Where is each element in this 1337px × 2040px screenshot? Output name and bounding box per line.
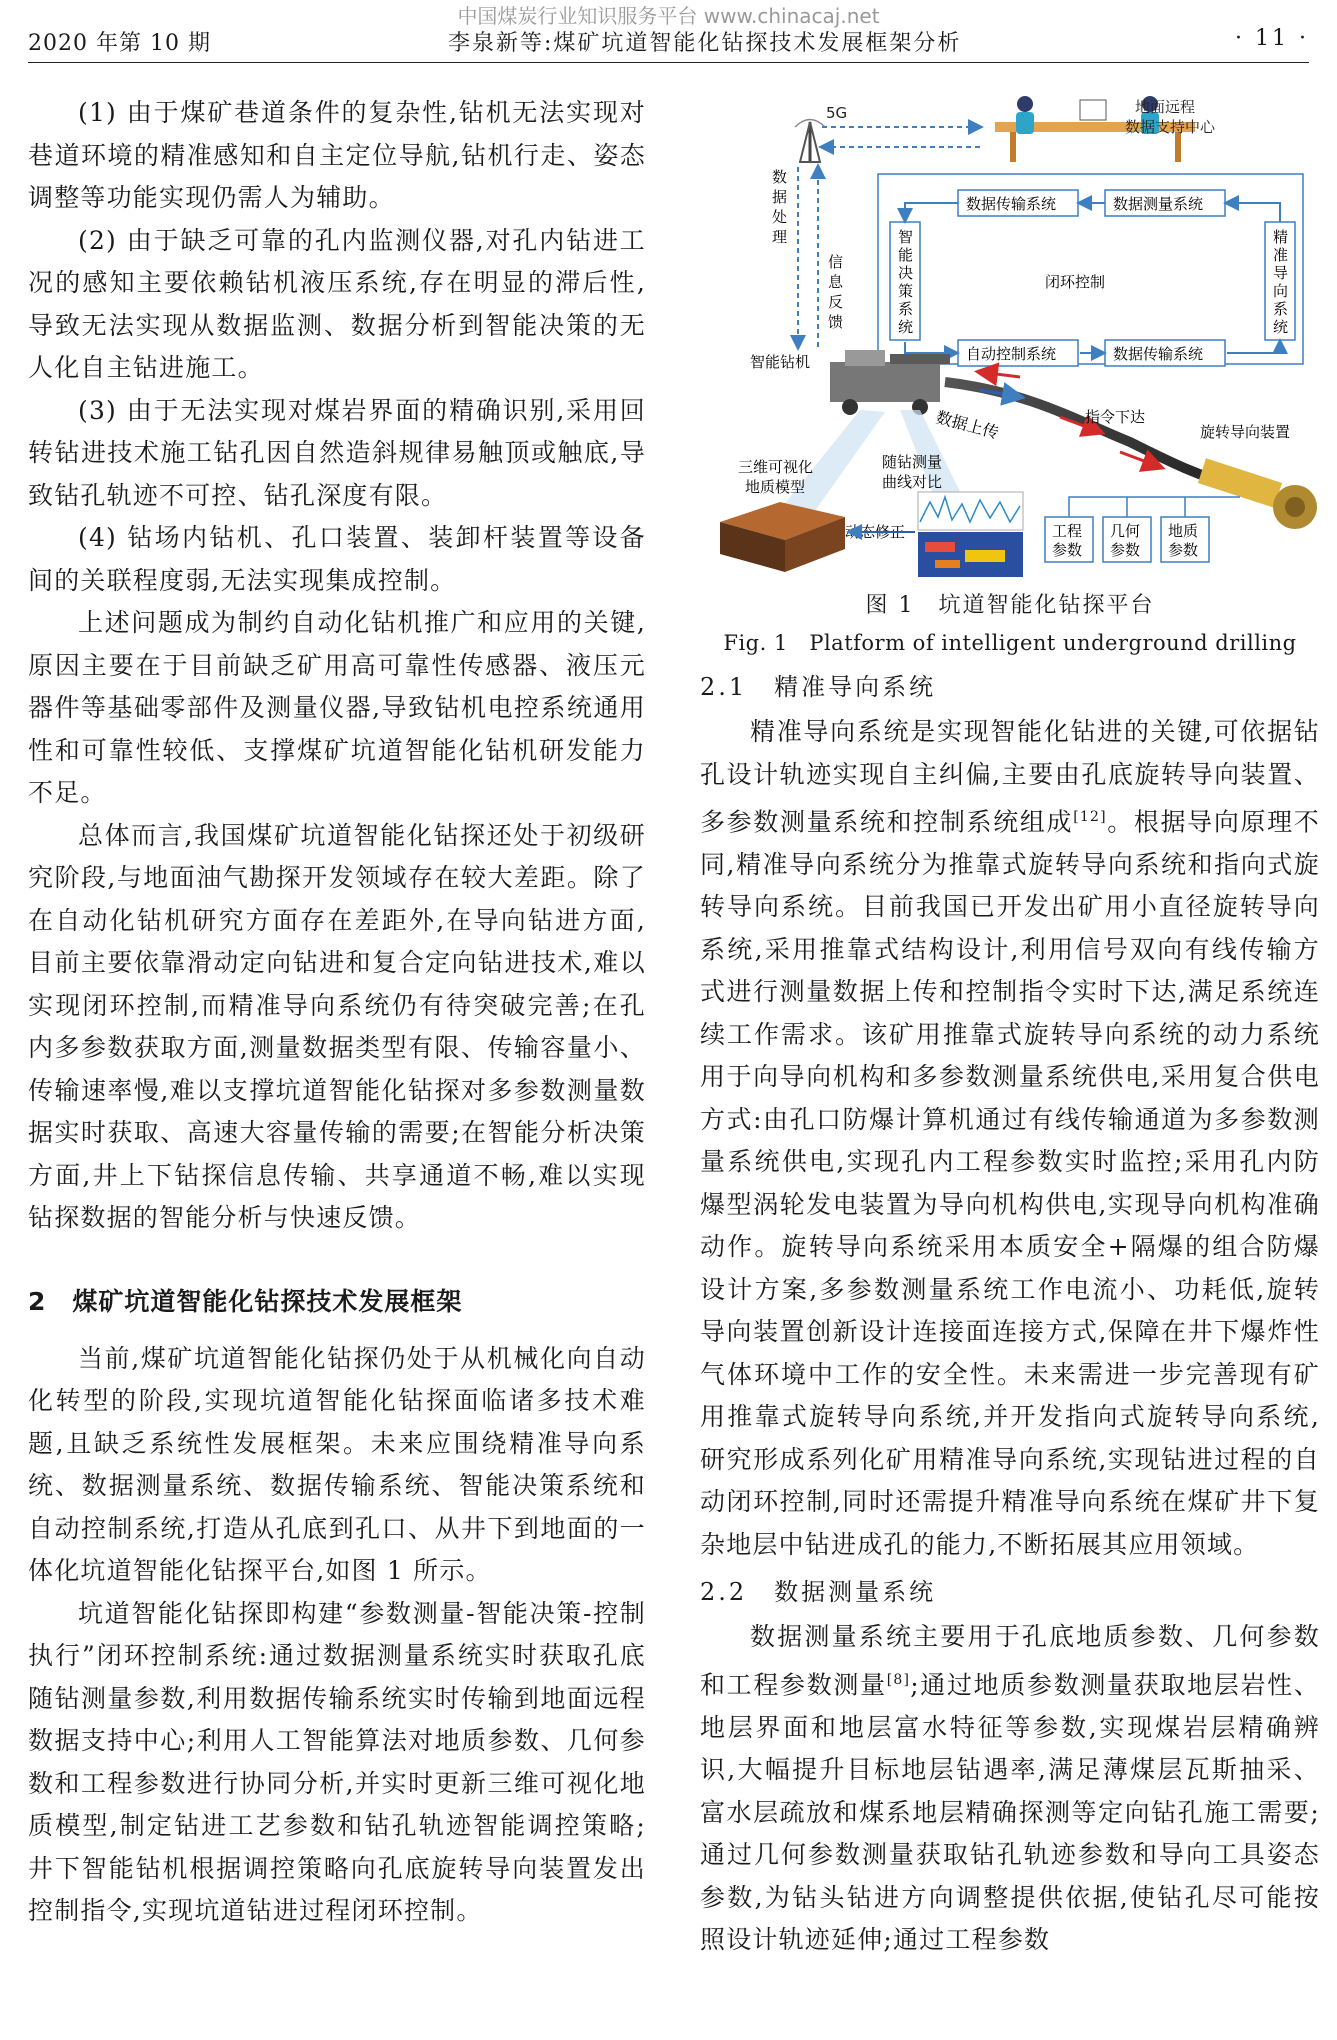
param-boxes [1045,517,1209,562]
svg-text:几何: 几何 [1110,522,1141,540]
running-title: 李泉新等:煤矿坑道智能化钻探技术发展框架分析 [448,31,962,56]
paragraph: 精准导向系统是实现智能化钻进的关键,可依据钻孔设计轨迹实现自主纠偏,主要由孔底旋转导向装置、多参数测量系统和控制系统组成[12]。根据导向原理不同,精准导向系统分为推靠式旋转导向系统和指向式旋转导向系统。目前我国已开发出矿用小直径旋转导向系统,采用推靠式结构设计,利用信号双向有线传输方式进行测量数据上传和控制指令实时下达,满足系统连续工作需求。该矿用推靠式旋转导向系统的动力系统用于向导向机构和多参数测量系统供电,采用复合供电方式:由孔口防爆计算机通过有线传输通道为多参数测量系统供电,实现孔内工程参数实时监控;采用孔内防爆型涡轮发电装置为导向机构供电,实现导向机构准确动作。旋转导向系统采用本质安全+隔爆的组合防爆设计方案,多参数测量系统工作电流小、功耗低,旋转导向装置创新设计连接面连接方式,保障在井下爆炸性气体环境中工作的安全性。未来需进一步完善现有矿用推靠式旋转导向系统,并开发指向式旋转导向系统,研究形成系列化矿用精准导向系统,实现钻进过程的自动闭环控制,同时还需提升精准导向系统在煤矿井下复杂地层中钻进成孔的能力,不断拓展其应用领域。 [700,717,1320,1559]
citation: [12] [1073,809,1107,825]
svg-text:三维可视化: 三维可视化 [738,458,814,476]
svg-text:策: 策 [898,282,914,300]
rotary-device-label: 旋转导向装置 [1200,423,1291,441]
svg-text:处: 处 [772,208,788,226]
drill-rig-illustration [830,350,950,415]
svg-text:馈: 馈 [828,313,844,331]
box-guidance-label [1273,228,1288,336]
left-column [28,92,646,1933]
closed-loop-label: 闭环控制 [1045,273,1106,291]
svg-text:地质模型: 地质模型 [745,478,806,496]
label-5g: 5G [826,104,848,122]
info-feedback-label [828,253,844,331]
page-header [28,22,1309,63]
svg-text:系: 系 [1273,300,1289,318]
svg-text:系: 系 [898,300,914,318]
section-title: 2 煤矿坑道智能化钻探技术发展框架 [28,1286,463,1316]
svg-text:导: 导 [1273,264,1289,282]
svg-text:统: 统 [898,318,914,336]
paragraph: (2) 由于缺乏可靠的孔内监测仪器,对孔内钻进工况的感知主要依赖钻机液压系统,存在明显的滞后性,导致无法实现从数据监测、数据分析到智能决策的无人化自主钻进施工。 [28,225,646,382]
svg-text:能: 能 [898,246,914,264]
citation: [8] [886,1671,911,1688]
paragraph: 总体而言,我国煤矿坑道智能化钻探还处于初级研究阶段,与地面油气勘探开发领域存在较大差距。除了在自动化钻机研究方面存在差距外,在导向钻进方面,目前主要依靠滑动定向钻进和复合定向钻进技术,难以实现闭环控制,而精准导向系统仍有待突破完善;在孔内多参数获取方面,测量数据类型有限、传输容量小、传输速率慢,难以支撑坑道智能化钻探对多参数测量数据实时获取、高速大容量传输的需要;在智能分析决策方面,井上下钻探信息传输、共享通道不畅,难以实现钻探数据的智能分析与快速反馈。 [28,820,646,1232]
data-upload-label: 数据上传 [933,407,1001,443]
paragraph: (1) 由于煤矿巷道条件的复杂性,钻机无法实现对巷道环境的精准感知和自主定位导航,钻机行走、姿态调整等功能实现仍需人为辅助。 [28,98,646,212]
page-number: · 11 · [1235,26,1309,51]
svg-text:信: 信 [828,253,844,271]
tower-icon [795,120,825,163]
command-down-label: 指令下达 [1085,408,1146,426]
paragraph: 坑道智能化钻探即构建“参数测量-智能决策-控制执行”闭环控制系统:通过数据测量系统实时获取孔底随钻测量参数,利用数据传输系统实时传输到地面远程数据支持中心;利用人工智能算法对地质参数、几何参数和工程参数进行协同分析,并实时更新三维可视化地质模型,制定钻进工艺参数和钻孔轨迹智能调控策略;井下智能钻机根据调控策略向孔底旋转导向装置发出控制指令,实现坑道钻进过程闭环控制。 [28,1598,646,1925]
figure-caption-cn: 图 1 坑道智能化钻探平台 [865,593,1155,618]
mwd-curve-illustration [918,492,1023,577]
figure-caption-en: Fig. 1 Platform of intelligent underground drilling [723,631,1297,655]
svg-text:统: 统 [1273,318,1289,336]
paragraph: 数据测量系统主要用于孔底地质参数、几何参数和工程参数测量[8];通过地质参数测量获取地层岩性、地层界面和地层富水特征等参数,实现煤岩层精确辨识,大幅提升目标地层钻遇率,满足薄煤层瓦斯抽采、富水层疏放和煤系地层精确探测等定向钻孔施工需要;通过几何参数测量获取钻孔轨迹参数和导向工具姿态参数,为钻头钻进方向调整提供依据,使钻孔尽可能按照设计轨迹延伸;通过工程参数 [700,1622,1321,1955]
svg-text:精: 精 [1273,228,1289,246]
geo-model-label [738,458,813,496]
journal-issue: 2020 年第 10 期 [28,31,211,56]
svg-text:随钻测量: 随钻测量 [882,453,943,471]
paragraph: 上述问题成为制约自动化钻机推广和应用的关键,原因主要在于目前缺乏矿用高可靠性传感器、液压元器件等基础零部件及测量仪器,导致钻机电控系统通用性和可靠性较低、支撑煤矿坑道智能化钻机研发能力不足。 [28,608,646,807]
svg-text:息: 息 [828,273,844,291]
data-processing-label [772,168,787,246]
dynamic-correction-label: 动态修正 [845,523,906,541]
subsection-title: 2.1 精准导向系统 [700,673,937,701]
box-measurement-top-label: 数据测量系统 [1113,195,1204,213]
paragraph: (3) 由于无法实现对煤岩界面的精确识别,采用回转钻进技术施工钻孔因自然造斜规律易触顶或触底,导致钻孔轨迹不可控、钻孔深度有限。 [28,395,646,510]
svg-text:工程: 工程 [1052,522,1083,540]
svg-text:据: 据 [772,188,788,206]
box-transmission-bottom-label: 数据传输系统 [1113,345,1204,363]
paragraph: 当前,煤矿坑道智能化钻探仍处于从机械化向自动化转型的阶段,实现坑道智能化钻探面临诸多技术难题,且缺乏系统性发展框架。未来应围绕精准导向系统、数据测量系统、数据传输系统、智能决策系统和自动控制系统,打造从孔底到孔口、从井下到地面的一体化坑道智能化钻探平台,如图 1 所示。 [28,1343,646,1585]
box-transmission-top-label: 数据传输系统 [966,195,1057,213]
svg-text:决: 决 [898,264,914,282]
paragraph: (4) 钻场内钻机、孔口装置、装卸杆装置等设备间的关联程度弱,无法实现集成控制。 [28,523,646,595]
box-decision-label [898,228,913,336]
svg-text:数: 数 [772,168,788,186]
svg-text:智: 智 [898,228,914,246]
svg-text:参数: 参数 [1168,541,1199,559]
svg-text:参数: 参数 [1110,541,1141,559]
remote-center-label-2: 数据支持中心 [1125,118,1216,136]
drill-bit-illustration [1198,458,1317,529]
svg-text:地质: 地质 [1168,522,1199,540]
svg-text:曲线对比: 曲线对比 [882,473,943,491]
box-auto-control-label: 自动控制系统 [966,345,1057,363]
figure-1 [700,92,1320,582]
svg-text:反: 反 [828,293,844,311]
svg-text:理: 理 [772,228,788,246]
svg-text:参数: 参数 [1052,541,1083,559]
right-column [700,92,1320,1962]
smart-rig-label: 智能钻机 [750,353,811,371]
remote-center-label-1: 地面远程 [1135,98,1196,116]
watermark: 中国煤炭行业知识服务平台 www.chinacaj.net [457,4,880,28]
subsection-title: 2.2 数据测量系统 [700,1578,937,1607]
geo-model-illustration [720,502,845,572]
svg-text:向: 向 [1273,282,1289,300]
figure-diagram [700,92,1320,582]
svg-text:准: 准 [1273,246,1289,264]
